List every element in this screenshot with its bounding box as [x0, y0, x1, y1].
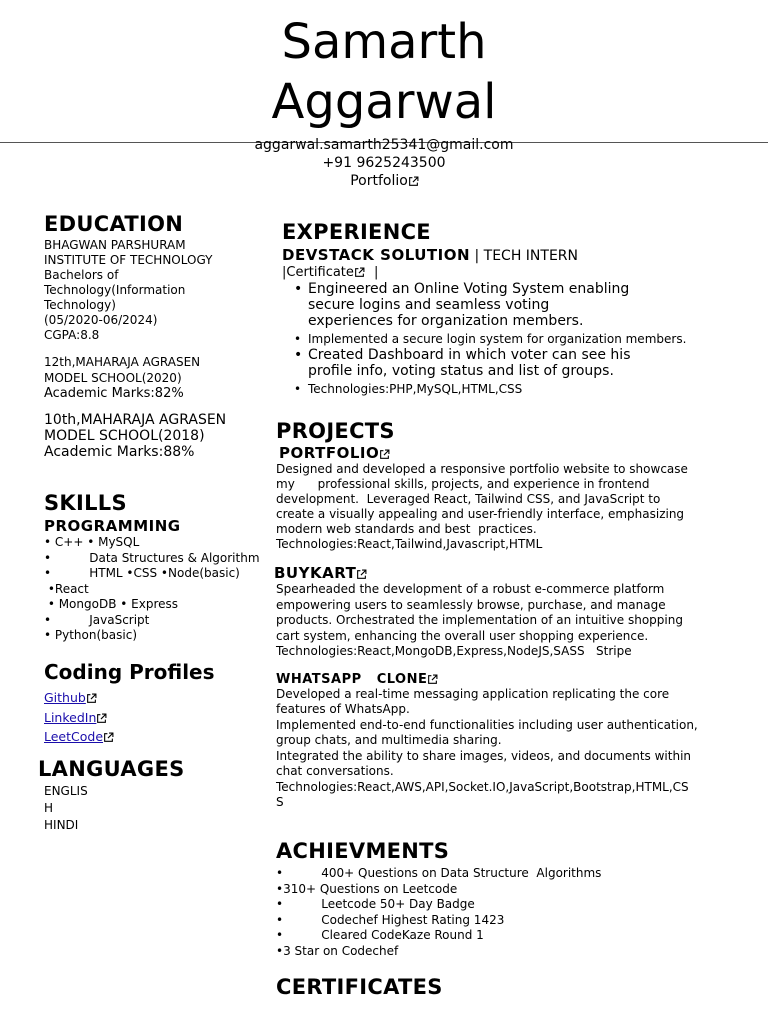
cgpa: CGPA:8.8: [44, 328, 100, 342]
external-link-icon: [408, 176, 418, 186]
achievement-line: • Codechef Highest Rating 1423: [276, 912, 505, 927]
school12-1: 12th,MAHARAJA AGRASEN: [44, 355, 201, 369]
skill-line: • HTML •CSS •Node(basic): [44, 566, 240, 580]
degree-1: Bachelors of: [44, 268, 119, 282]
project-desc-line: my professional skills, projects, and experience in frontend: [276, 477, 650, 491]
school10-2: MODEL SCHOOL(2018): [44, 427, 205, 444]
language-item: H: [44, 801, 54, 815]
skill-line: • C++ • MySQL: [44, 535, 140, 549]
project-desc-line: S: [276, 795, 284, 809]
school10-1: 10th,MAHARAJA AGRASEN: [44, 411, 227, 428]
certificate-link[interactable]: |Certificate: [282, 265, 354, 280]
company-name: DEVSTACK SOLUTION: [282, 246, 471, 264]
project-desc-line: Implemented end-to-end functionalities including user authentication,: [276, 717, 698, 732]
job-role: | TECH INTERN: [470, 248, 578, 264]
coding-profiles-title: Coding Profiles: [44, 660, 215, 684]
school12-2: MODEL SCHOOL(2020): [44, 371, 182, 385]
experience-section: [282, 220, 722, 397]
project-desc-line: Technologies:React,AWS,API,Socket.IO,JavaScript,Bootstrap,HTML,CS: [276, 779, 689, 794]
skill-line: •React: [44, 581, 89, 596]
skills-section: [44, 491, 270, 644]
education-section: [44, 212, 264, 460]
project-desc-line: modern web standards and best practices.: [276, 522, 537, 536]
external-link-icon: [427, 674, 437, 684]
certificate-separator: |: [374, 265, 379, 280]
project-name: BUYKART: [274, 564, 736, 582]
certificate-row: [282, 264, 722, 281]
phone: +91 9625243500: [322, 155, 446, 171]
degree-3: Technology): [44, 298, 116, 312]
projects-title: PROJECTS: [276, 419, 395, 443]
achievements-section: [276, 839, 736, 959]
external-link-icon: [103, 732, 113, 742]
skill-line: • MongoDB • Express: [44, 597, 179, 611]
experience-bullets: [282, 281, 722, 397]
languages-title: LANGUAGES: [38, 757, 185, 781]
project-desc-line: chat conversations.: [276, 764, 394, 778]
college-name-2: INSTITUTE OF TECHNOLOGY: [44, 253, 213, 267]
project-desc-line: Technologies:React,Tailwind,Javascript,HTML: [276, 537, 543, 551]
external-link-icon: [86, 693, 96, 703]
project-desc-line: group chats, and multimedia sharing.: [276, 733, 502, 747]
certificates-title: CERTIFICATES: [276, 975, 443, 999]
skills-subtitle: PROGRAMMING: [44, 517, 181, 535]
skill-line: • Data Structures & Algorithm: [44, 550, 260, 565]
achievement-line: •310+ Questions on Leetcode: [276, 881, 458, 896]
language-item: HINDI: [44, 818, 79, 832]
external-link-icon: [379, 449, 389, 459]
external-link-icon: [96, 713, 106, 723]
project-desc-line: products. Orchestrated the implementation of an intuitive shopping: [276, 613, 683, 627]
github-link[interactable]: Github: [44, 688, 264, 707]
project-desc-line: Spearheaded the development of a robust e-commerce platform: [276, 582, 665, 596]
degree-2: Technology(Information: [44, 283, 186, 297]
project-desc-line: cart system, enhancing the overall user shopping experience.: [276, 628, 649, 643]
project-desc-line: Developed a real-time messaging application replicating the core: [276, 686, 670, 701]
linkedin-link[interactable]: LinkedIn: [44, 707, 264, 727]
project-desc-line: features of WhatsApp.: [276, 702, 410, 716]
email[interactable]: aggarwal.samarth25341@gmail.com: [254, 137, 514, 153]
skill-line: • Python(basic): [44, 628, 138, 642]
list-item: • Technologies:PHP,MySQL,HTML,CSS: [282, 381, 722, 397]
name-first: Samarth: [281, 14, 487, 70]
name-last: Aggarwal: [271, 74, 497, 130]
projects-section: [276, 419, 736, 811]
experience-heading: [282, 246, 722, 264]
list-item: • Implemented a secure login system for organization members.: [282, 331, 722, 347]
coding-profiles-section: [44, 660, 264, 745]
skills-title: SKILLS: [44, 491, 127, 515]
achievements-title: ACHIEVMENTS: [276, 839, 450, 863]
languages-section: [38, 757, 258, 834]
list-item: • Created Dashboard in which voter can see his profile info, voting status and list of groups.: [282, 348, 668, 379]
college-name-1: BHAGWAN PARSHURAM: [44, 238, 186, 252]
project-desc-line: empowering users to seamlessly browse, purchase, and manage: [276, 597, 666, 612]
external-link-icon: [354, 267, 364, 277]
degree-dates: (05/2020-06/2024): [44, 313, 158, 327]
achievement-line: • Leetcode 50+ Day Badge: [276, 897, 475, 911]
portfolio-link[interactable]: Portfolio: [0, 172, 768, 190]
project-desc-line: Designed and developed a responsive portfolio website to showcase: [276, 462, 688, 476]
list-item: • Engineered an Online Voting System enabling secure logins and seamless voting experiences for organization members.: [282, 281, 633, 329]
project-name: WHATSAPP CLONE: [276, 672, 736, 687]
school12-marks: Academic Marks:82%: [44, 386, 184, 401]
school10-marks: Academic Marks:88%: [44, 443, 195, 460]
achievement-line: •3 Star on Codechef: [276, 943, 399, 958]
achievement-line: • Cleared CodeKaze Round 1: [276, 928, 484, 942]
project-name: PORTFOLIO: [279, 444, 736, 462]
external-link-icon: [356, 569, 366, 579]
skill-line: • JavaScript: [44, 612, 150, 627]
leetcode-link[interactable]: LeetCode: [44, 727, 264, 745]
education-title: EDUCATION: [44, 212, 184, 236]
achievement-line: • 400+ Questions on Data Structure Algorithms: [276, 866, 602, 880]
project-desc-line: development. Leveraged React, Tailwind CSS, and JavaScript to: [276, 492, 661, 506]
project-desc-line: Technologies:React,MongoDB,Express,NodeJS,SASS Stripe: [276, 644, 632, 658]
project-desc-line: create a visually appealing and user-friendly interface, emphasizing: [276, 507, 685, 521]
language-item: ENGLIS: [44, 784, 88, 798]
project-desc-line: Integrated the ability to share images, videos, and documents within: [276, 748, 692, 763]
experience-title: EXPERIENCE: [282, 220, 431, 244]
